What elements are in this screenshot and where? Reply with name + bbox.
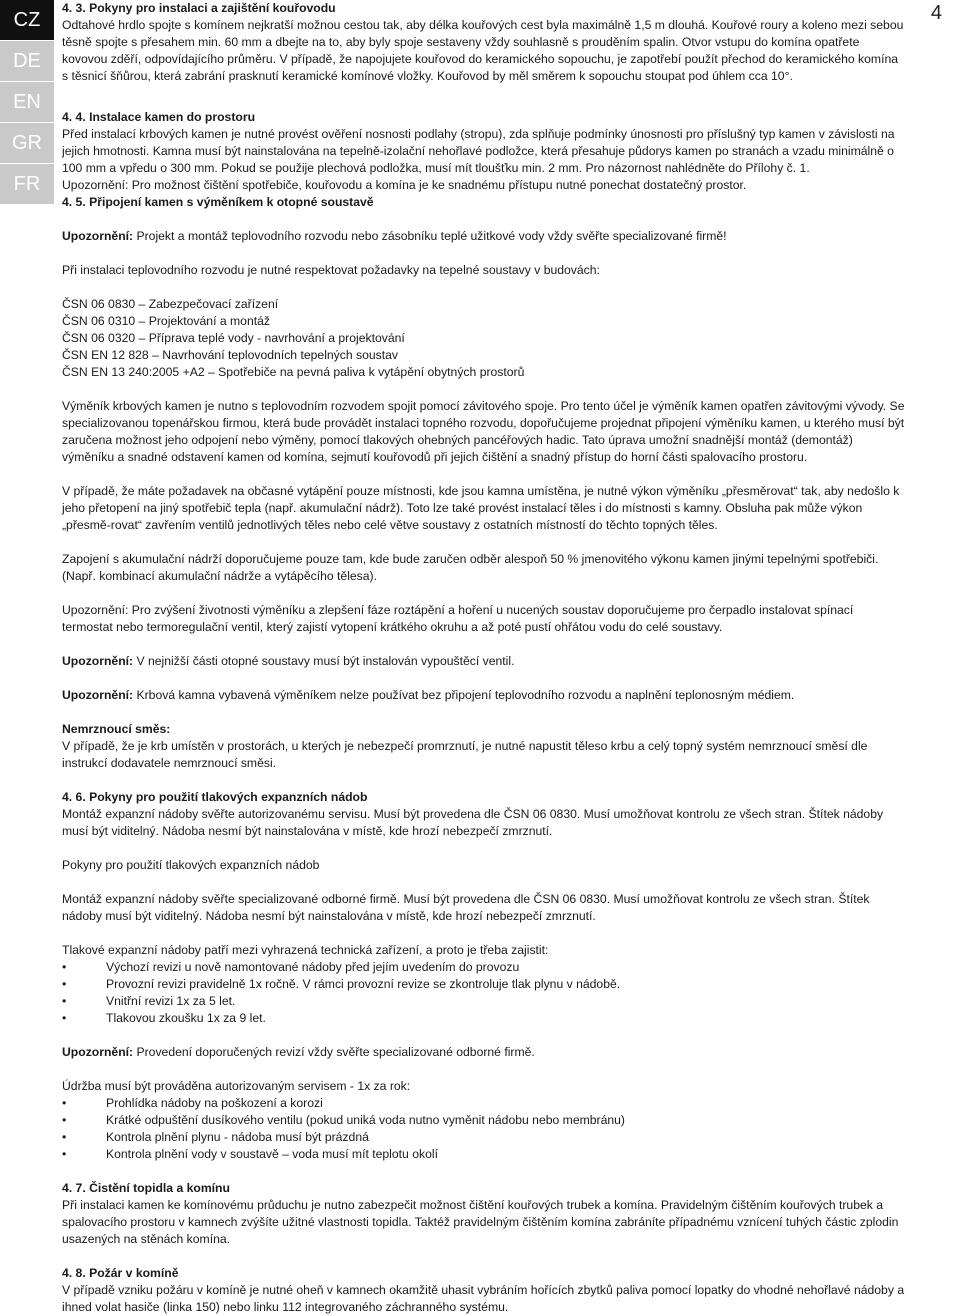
revision-list <box>62 959 907 1027</box>
standard-item: ČSN EN 12 828 – Navrhování teplovodních tepelných soustav <box>62 348 399 362</box>
paragraph: Zapojení s akumulační nádrží doporučujeme pouze tam, kde bude zaručen odběr alespoň 50 % jmenovitého výkonu kamen jinými tepelnými spotřebiči. (Např. kombinací akumulační nádrže a vytápěcího tělesa). <box>62 552 879 583</box>
paragraph: Montáž expanzní nádoby svěřte autorizovanému servisu. Musí být provedena dle ČSN 06 0830. Musí umožňovat kontrolu ze všech stran. Štítek nádoby musí být viditelný. Nádoba nesmí být nainstalována v místě, kde hrozí nebezpečí zmrznutí. <box>62 807 884 838</box>
section-heading-4-5: 4. 5. Připojení kamen s výměníkem k otopné soustavě <box>62 195 374 209</box>
paragraph: Upozornění: Pro možnost čištění spotřebiče, kouřovodu a komína je ke snadnému přístupu nutné ponechat dostatečný prostor. <box>62 178 747 192</box>
warning-paragraph <box>62 653 907 670</box>
paragraph: Při instalaci kamen ke komínovému průduchu je nutno zabezpečit možnost čištění kouřových trubek a komína. Pravidelným čištěním kouřových trubek a spalovacího prostoru v kamnech zvýšíte užitné vlastnosti topidla. Taktéž pravidelným čištěním komína zabráníte případnému vznícení tuhých částic zplodin usazených na stěnách komína. <box>62 1198 899 1246</box>
warning-text: Krbová kamna vybavená výměníkem nelze používat bez připojení teplovodního rozvodu a naplnění teplonosným médiem. <box>133 688 795 702</box>
warning-label: Upozornění: <box>62 1045 134 1059</box>
list-item: • Vnitřní revizi 1x za 5 let. <box>62 993 907 1010</box>
warning-paragraph <box>62 228 907 245</box>
standard-item: ČSN 06 0310 – Projektování a montáž <box>62 314 270 328</box>
section-heading-4-7: 4. 7. Čistění topidla a komínu <box>62 1181 230 1195</box>
standard-item: ČSN EN 13 240:2005 +A2 – Spotřebiče na pevná paliva k vytápění obytných prostorů <box>62 365 525 379</box>
paragraph: Montáž expanzní nádoby svěřte specializované odborné firmě. Musí být provedena dle ČSN 06 0830. Musí umožňovat kontrolu ze všech stran. Štítek nádoby musí být viditelný. Nádoba nesmí být nainstalována v místě, kde hrozí nebezpečí zmrznutí. <box>62 892 870 923</box>
paragraph: V případě vzniku požáru v komíně je nutné oheň v kamnech okamžitě uhasit vybráním hořících zbytků paliva pomocí lopatky do vhodné nehořlavé nádoby a ihned volat hasiče (linka 150) nebo linku 112 integrovaného záchranného systému. <box>62 1283 905 1314</box>
warning-label: Upozornění: <box>62 688 134 702</box>
standards-list <box>62 296 907 381</box>
antifreeze-label: Nemrznoucí směs: <box>62 722 171 736</box>
language-tabs <box>0 0 54 205</box>
list-item: • Výchozí revizi u nově namontované nádoby před jejím uvedením do provozu <box>62 959 907 976</box>
list-item: • Kontrola plnění vody v soustavě – voda musí mít teplotu okolí <box>62 1146 907 1163</box>
paragraph: V případě, že je krb umístěn v prostorách, u kterých je nebezpečí promrznutí, je nutné napustit těleso krbu a celý topný systém nemrznoucí směsí dle instrukcí dodavatele nemrznoucí směsi. <box>62 739 868 770</box>
lang-tab-de[interactable]: DE <box>0 41 54 81</box>
paragraph: Údržba musí být prováděna autorizovaným servisem - 1x za rok: <box>62 1079 411 1093</box>
warning-text: Projekt a montáž teplovodního rozvodu nebo zásobníku teplé užitkové vody vždy svěřte specializované firmě! <box>133 229 727 243</box>
paragraph: Tlakové expanzní nádoby patří mezi vyhrazená technická zařízení, a proto je třeba zajistit: <box>62 943 549 957</box>
standard-item: ČSN 06 0320 – Příprava teplé vody - navrhování a projektování <box>62 331 405 345</box>
paragraph: Upozornění: Pro zvýšení životnosti výměníku a zlepšení fáze roztápění a hoření u nucených soustav doporučujeme pro čerpadlo instalovat spínací termostat nebo termoregulační ventil, který zajistí vytopení krátkého okruhu a až poté pustí ohřátou vodu do celé soustavy. <box>62 603 854 634</box>
section-heading-4-4: 4. 4. Instalace kamen do prostoru <box>62 110 256 124</box>
paragraph: Před instalací krbových kamen je nutné provést ověření nosnosti podlahy (stropu), zda splňuje podmínky únosnosti pro příslušný typ kamen v závislosti na jejich hmotnosti. Kamna musí být nainstalována na tepelně-izolační nehořlavé podložce, která přesahuje půdorys kamen po stranách a vzadu minimálně o 100 mm a vpředu o 300 mm. Pokud se použije plechová podložka, musí mít tloušťku min. 2 mm. Pro názornost nahlédněte do Přílohy č. 1. <box>62 127 895 175</box>
maintenance-list <box>62 1095 907 1163</box>
warning-paragraph <box>62 687 907 704</box>
list-item: • Prohlídka nádoby na poškození a korozi <box>62 1095 907 1112</box>
section-heading-4-6: 4. 6. Pokyny pro použití tlakových expanzních nádob <box>62 790 368 804</box>
lang-tab-cz[interactable]: CZ <box>0 0 54 40</box>
page-number: 4 <box>930 2 942 24</box>
list-item: • Kontrola plnění plynu - nádoba musí být prázdná <box>62 1129 907 1146</box>
paragraph: Odtahové hrdlo spojte s komínem nejkratší možnou cestou tak, aby délka kouřových cest byla maximálně 1,5 m dlouhá. Kouřové roury a koleno mezi sebou těsně spojte s přesahem min. 60 mm a dbejte na to, aby byly spoje sestaveny vždy souhlasně s prouděním spalin. Otvor vstupu do komína opatřete kovovou zděří, odpovídajícího průměru. V případě, že napojujete kouřovod do keramického sopouchu, je zapotřebí použít přechod do keramického komína s těsnicí šňůrou, která zabrání prasknutí keramické komínové vložky. Kouřovod by měl směrem k sopouchu stoupat pod úhlem cca 10°. <box>62 18 904 83</box>
document-body <box>62 0 907 1316</box>
lang-tab-en[interactable]: EN <box>0 82 54 122</box>
paragraph: Pokyny pro použití tlakových expanzních nádob <box>62 858 320 872</box>
warning-text: V nejnižší části otopné soustavy musí být instalován vypouštěcí ventil. <box>133 654 515 668</box>
list-item: • Provozní revizi pravidelně 1x ročně. V rámci provozní revize se zkontroluje tlak plynu v nádobě. <box>62 976 907 993</box>
standard-item: ČSN 06 0830 – Zabezpečovací zařízení <box>62 297 279 311</box>
warning-text: Provedení doporučených revizí vždy svěřte specializované odborné firmě. <box>133 1045 535 1059</box>
paragraph: Výměník krbových kamen je nutno s teplovodním rozvodem spojit pomocí závitového spoje. Pro tento účel je výměník kamen opatřen závitovými vývody. Se specializovanou topenářskou firmou, která bude provádět instalaci topného rozvodu, dopořučujeme projednat připojení výměníku kamen, u kterého musí být zaručena možnost jeho odpojení nebo výměny, pomocí tlakových ohebných pancéřových hadic. Tato úprava umožní snadnější montáž (demontáž) výměníku a snadné odstavení kamen od komína, sejmutí kouřovodů při jejich čištění a snadný přístup do horní části spalovacího prostoru. <box>62 399 905 464</box>
lang-tab-gr[interactable]: GR <box>0 123 54 163</box>
paragraph: Při instalaci teplovodního rozvodu je nutné respektovat požadavky na tepelné soustavy v budovách: <box>62 263 600 277</box>
list-item: • Tlakovou zkoušku 1x za 9 let. <box>62 1010 907 1027</box>
list-item: • Krátké odpuštění dusíkového ventilu (pokud uniká voda nutno vyměnit nádobu nebo membránu) <box>62 1112 907 1129</box>
warning-label: Upozornění: <box>62 654 134 668</box>
section-heading-4-8: 4. 8. Požár v komíně <box>62 1266 179 1280</box>
warning-paragraph <box>62 1044 907 1061</box>
warning-label: Upozornění: <box>62 229 134 243</box>
paragraph: V případě, že máte požadavek na občasné vytápění pouze místnosti, kde jsou kamna umístěna, je nutné výkon výměníku „přesměrovat“ tak, aby nedošlo k jeho přetopení na jiný spotřebič tepla (např. akumulační nádrž). Toto lze také provést instalací těles i do místnosti s kamny. Obsluha pak může výkon „přesmě-rovat“ zavřením ventilů jednotlivých těles nebo celé větve soustavy z ostatních místností do těchto topných těles. <box>62 484 900 532</box>
section-heading-4-3: 4. 3. Pokyny pro instalaci a zajištění kouřovodu <box>62 1 336 15</box>
lang-tab-fr[interactable]: FR <box>0 164 54 204</box>
